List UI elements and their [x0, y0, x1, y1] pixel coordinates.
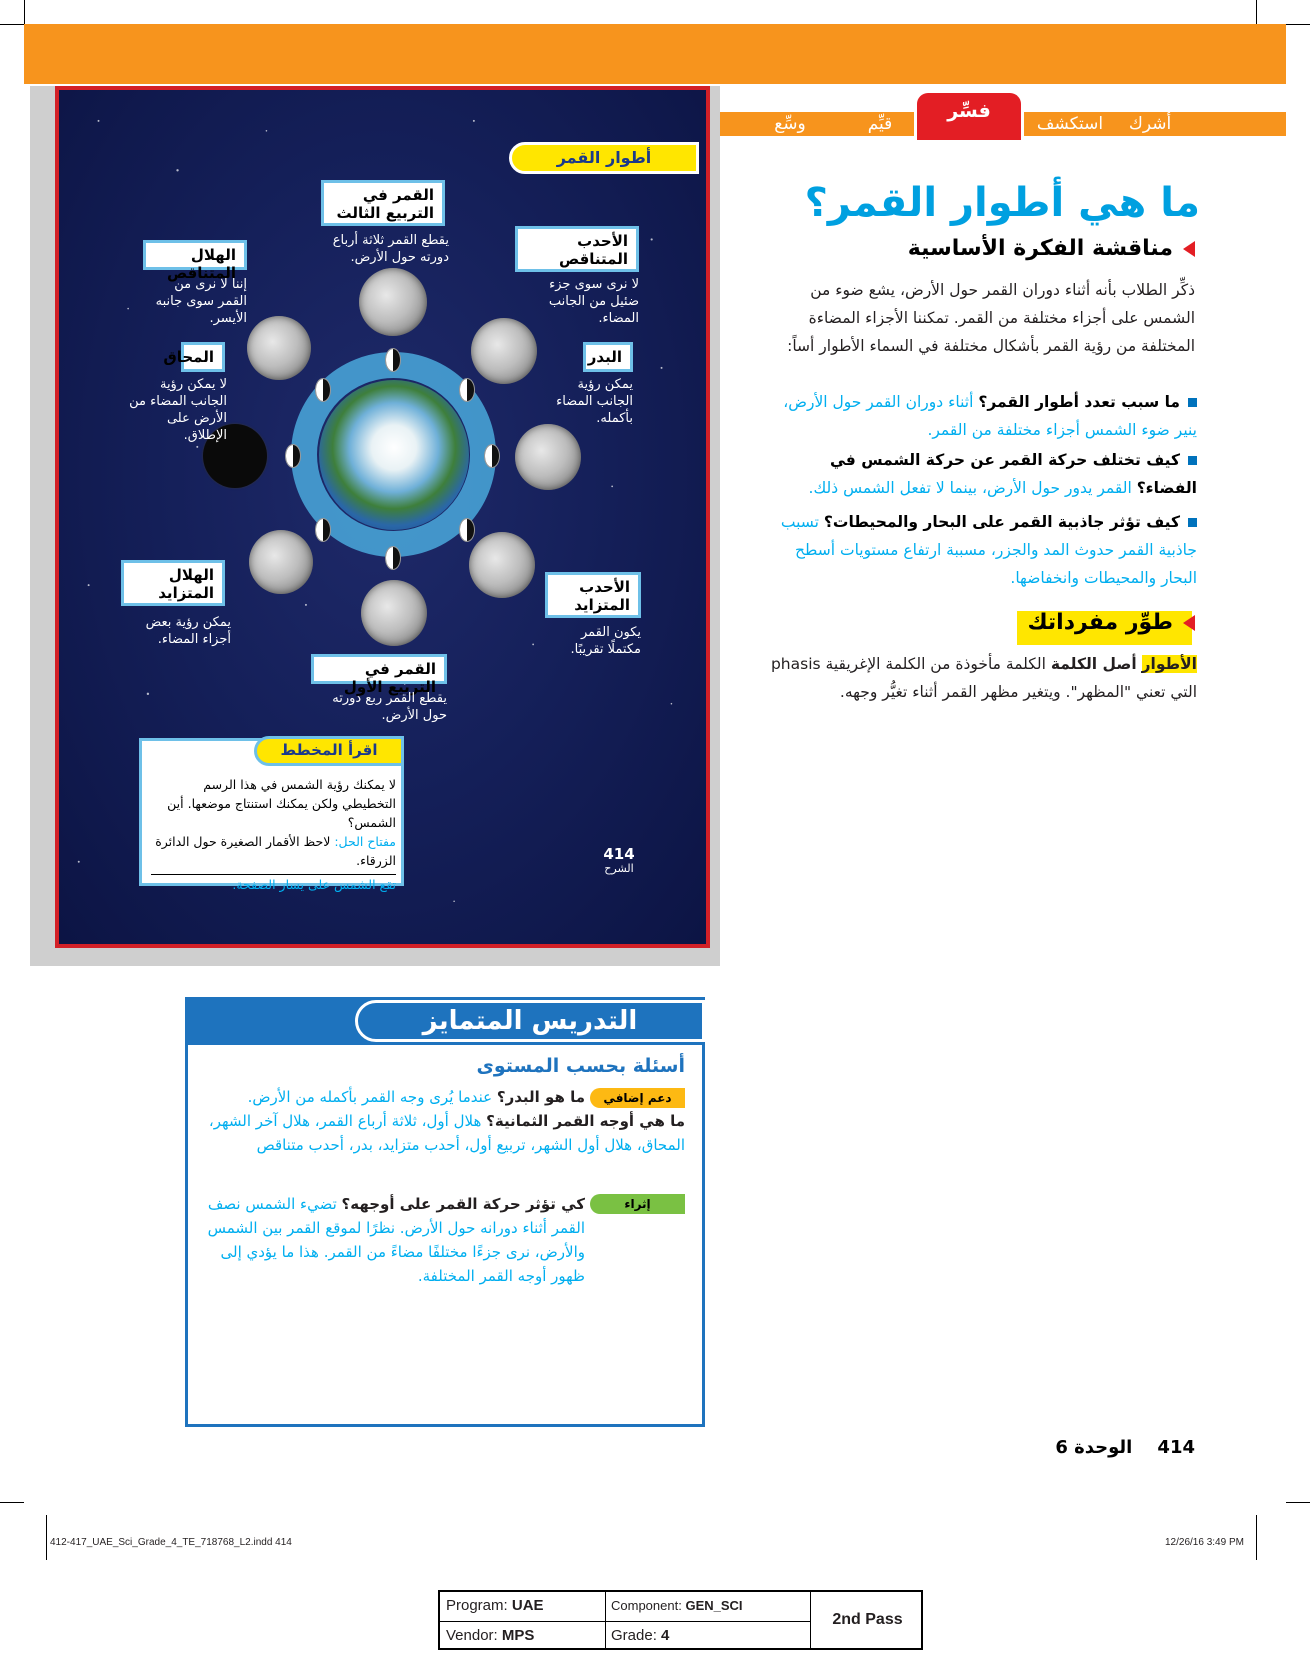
orbit-moon	[315, 378, 331, 402]
phase-desc: يقطع القمر ثلاثة أرباع دورته حول الأرض.	[332, 233, 449, 265]
phase-desc: يمكن رؤية الجانب المضاء بأكمله.	[556, 377, 633, 426]
phase-label: المحاق	[181, 342, 225, 372]
vocab-lead: أصل الكلمة	[1050, 655, 1137, 673]
vocab-body: الكلمة مأخوذة من الكلمة الإغريقية phasis التي تعني "المظهر". ويتغير مظهر القمر أثناء تغيُّر وجهه.	[770, 655, 1197, 701]
phase-label: الأحدب المتزايد	[545, 572, 641, 618]
enrichment-text: كي تؤثر حركة القمر على أوجهه؟ تضيء الشمس نصف القمر أثناء دورانه حول الأرض. نظرًا لموقع القمر بين الشمس والأرض، نرى جزءًا مختلفًا مضاءً من القمر. هذا ما يؤدي إلى ظهور أوجه القمر المختلفة.	[207, 1195, 585, 1285]
discussion-question: كيف تختلف حركة القمر عن حركة الشمس في الفضاء؟ القمر يدور حول الأرض، بينما لا تفعل الشمس ذلك.	[808, 451, 1197, 497]
triangle-icon	[1183, 241, 1195, 257]
orbit-moon	[459, 378, 475, 402]
tab-engage[interactable]: أشرك	[1128, 114, 1172, 134]
phase-label: الأحدب المتناقص	[515, 226, 639, 272]
orbit-moon	[285, 444, 301, 468]
crop-mark	[46, 1515, 47, 1560]
crop-mark	[0, 24, 24, 25]
differentiated-title: التدريس المتمايز	[355, 1000, 705, 1042]
tab-extend[interactable]: وسِّع	[774, 114, 806, 134]
crop-mark	[1256, 1515, 1257, 1560]
read-question: لا يمكنك رؤية الشمس في هذا الرسم التخطيطي ولكن يمكنك استنتاج موضعها. أين الشمس؟	[167, 777, 396, 830]
vocab-paragraph	[765, 650, 1197, 706]
orbit-moon	[385, 546, 401, 570]
slug-filename: 412-417_UAE_Sci_Grade_4_TE_718768_L2.indd 414	[50, 1537, 292, 1548]
read-answer: تقع الشمس على يسار الصفحة.	[151, 874, 396, 894]
support-badge: دعم إضافي	[590, 1088, 685, 1108]
phase-desc: يقطع القمر ربع دورته حول الأرض.	[332, 691, 447, 723]
moon-full	[515, 424, 581, 490]
earth-image	[319, 380, 469, 530]
enrichment-badge: إثراء	[590, 1194, 685, 1214]
orbit-moon	[484, 444, 500, 468]
phase-desc: لا يمكن رؤية الجانب المضاء من الأرض على الإطلاق.	[129, 377, 227, 443]
crop-mark	[1286, 24, 1310, 25]
phase-label: القمر في التربيع الأول	[311, 654, 447, 684]
question-title: ما هي أطوار القمر؟	[804, 180, 1200, 226]
read-clue	[151, 832, 396, 870]
poster-title: أطوار القمر	[509, 142, 699, 174]
clue-text: لاحظ الأقمار الصغيرة حول الدائرة الزرقاء.	[155, 834, 396, 868]
moon-phases-poster	[55, 86, 710, 948]
vocab-word: الأطوار	[1141, 655, 1197, 673]
tab-explain[interactable]: فسِّر	[914, 90, 1024, 140]
moon-waning-gibbous	[471, 318, 537, 384]
moon-third-quarter	[359, 268, 427, 336]
read-diagram-text	[151, 775, 396, 894]
poster-page-label: الشرح	[604, 862, 634, 875]
moon-waxing-crescent	[249, 530, 313, 594]
tab-evaluate[interactable]: قيِّم	[867, 114, 893, 134]
support-text: ما هو البدر؟ عندما يُرى وجه القمر بأكمله من الأرض. ما هي أوجه القمر الثمانية؟ هلال أول، ثلاثة أرباع القمر، هلال آخر الشهر، المحاق، هلال أول الشهر، تربيع أول، أحدب متزايد، بدر، أحدب متناقص	[208, 1088, 685, 1154]
phase-desc: إننا لا نرى من القمر سوى جانبه الأيسر.	[155, 277, 247, 326]
orbit-moon	[315, 518, 331, 542]
phase-desc: يكون القمر مكتملًا تقريبًا.	[570, 625, 641, 657]
leveled-questions-heading: أسئلة بحسب المستوى	[476, 1055, 685, 1077]
phase-label: الهلال المتزايد	[121, 560, 225, 606]
crop-mark	[1286, 1502, 1310, 1503]
bullet-icon	[1188, 456, 1197, 465]
bullet-icon	[1188, 518, 1197, 527]
intro-paragraph: ذكِّر الطلاب بأنه أثناء دوران القمر حول الأرض، يشع ضوء من الشمس على أجزاء مختلفة من القمر. تمكننا الأجزاء المضاءة المختلفة من رؤية القمر بأشكال مختلفة في السماء الأطوار أساً:	[787, 281, 1195, 355]
top-banner	[24, 24, 1286, 84]
crop-mark	[1256, 0, 1257, 24]
phase-desc: لا نرى سوى جزء ضئيل من الجانب المضاء.	[548, 277, 639, 326]
crop-mark	[0, 1502, 24, 1503]
phase-label: البدر	[583, 342, 633, 372]
clue-label: مفتاح الحل:	[334, 834, 396, 849]
production-info-table: Program: UAE Component: GEN_SCI Vendor: MPS Grade: 4 2nd Pass	[438, 1590, 923, 1650]
discussion-heading: مناقشة الفكرة الأساسية	[740, 236, 1195, 261]
orbit-moon	[385, 348, 401, 372]
bullet-icon	[1188, 398, 1197, 407]
page-footer: 414 الوحدة 6	[1055, 1437, 1195, 1458]
moon-waning-crescent	[247, 316, 311, 380]
vocab-heading: طوِّر مفرداتك	[1000, 610, 1195, 635]
discussion-question: كيف تؤثر جاذبية القمر على البحار والمحيطات؟ تسبب جاذبية القمر حدوث المد والجزر، مسببة ارتفاع مستويات أسطح البحار والمحيطات وانخفاضها.	[780, 513, 1197, 587]
read-diagram-title: اقرأ المخطط	[254, 736, 404, 766]
moon-waxing-gibbous	[469, 532, 535, 598]
crop-mark	[24, 0, 25, 24]
phase-desc: يمكن رؤية بعض أجزاء المضاء.	[145, 615, 231, 647]
slug-date: 12/26/16 3:49 PM	[1165, 1537, 1244, 1548]
pass-label: 2nd Pass	[832, 1611, 903, 1628]
orbit-moon	[459, 518, 475, 542]
tab-explore[interactable]: استكشف	[1036, 114, 1104, 134]
poster-page-number: 414	[603, 845, 635, 863]
phase-label: الهلال المتناقص	[143, 240, 247, 270]
triangle-icon	[1183, 615, 1195, 631]
phase-label: القمر في التربيع الثالث	[321, 180, 445, 226]
moon-first-quarter	[361, 580, 427, 646]
discussion-question: ما سبب تعدد أطوار القمر؟ أثناء دوران القمر حول الأرض، ينير ضوء الشمس أجزاء مختلفة من القمر.	[783, 393, 1197, 439]
